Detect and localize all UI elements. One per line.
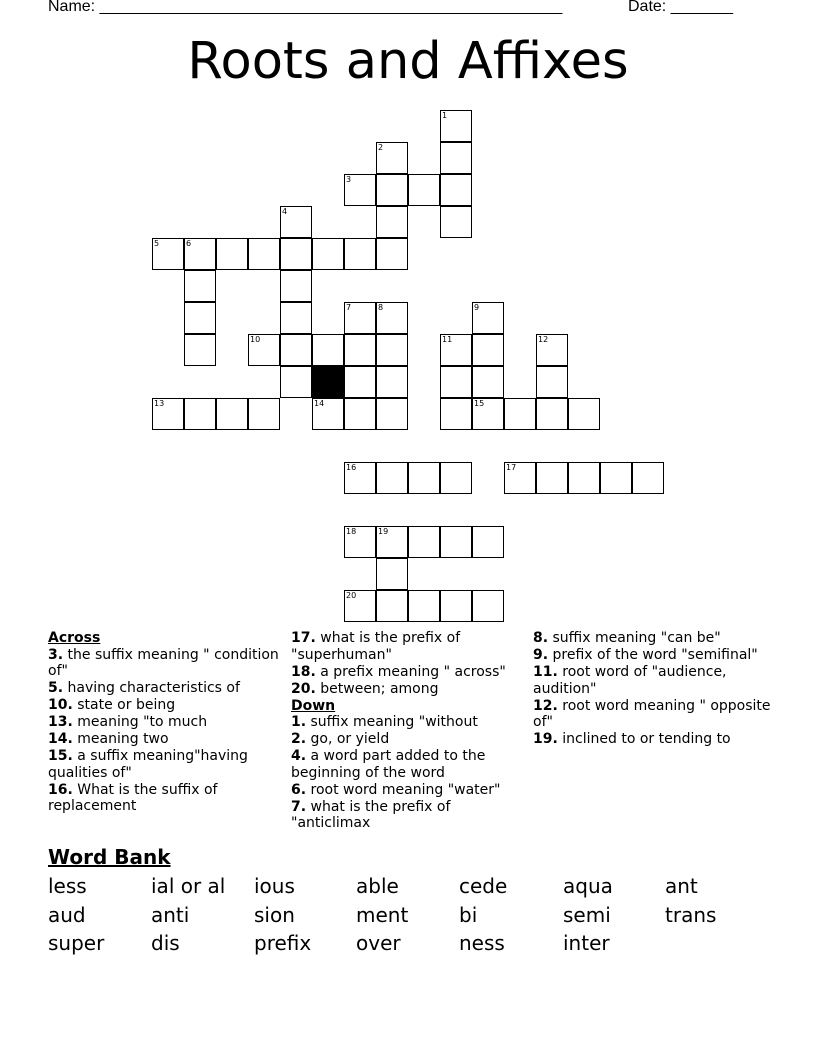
grid-cell[interactable]: [184, 302, 216, 334]
clue-text: inclined to or tending to: [557, 731, 731, 747]
grid-cell[interactable]: [376, 334, 408, 366]
clue-number: 4: [282, 207, 288, 216]
grid-cell[interactable]: [376, 398, 408, 430]
grid-cell[interactable]: [472, 302, 504, 334]
grid-cell[interactable]: [440, 142, 472, 174]
grid-cell[interactable]: [504, 398, 536, 430]
grid-cell[interactable]: [344, 398, 376, 430]
down-clue: [533, 630, 773, 647]
grid-cell[interactable]: [376, 174, 408, 206]
grid-cell[interactable]: [152, 238, 184, 270]
clue-number: 14.: [48, 731, 73, 747]
clue-column-2: [291, 630, 527, 832]
clue-text: state or being: [72, 697, 176, 713]
grid-cell[interactable]: [184, 238, 216, 270]
grid-cell[interactable]: [536, 334, 568, 366]
clue-number: 18.: [291, 663, 316, 680]
clue-number: 3.: [48, 646, 64, 663]
clue-number: 7.: [291, 798, 307, 815]
clue-number: 15: [474, 399, 485, 408]
grid-cell[interactable]: [376, 590, 408, 622]
clue-text: root word meaning "water": [306, 781, 501, 798]
grid-cell[interactable]: [280, 366, 312, 398]
word-bank-item: inter: [563, 931, 610, 955]
name-field-label: Name: ____________________________________________________: [48, 0, 563, 15]
clue-number: 5: [154, 239, 160, 248]
grid-cell[interactable]: [472, 398, 504, 430]
word-bank-item: cede: [459, 874, 508, 898]
grid-cell[interactable]: [376, 302, 408, 334]
grid-cell[interactable]: [280, 302, 312, 334]
grid-cell[interactable]: [440, 110, 472, 142]
grid-cell[interactable]: [184, 270, 216, 302]
grid-cell[interactable]: [344, 238, 376, 270]
clue-text: between; among: [315, 680, 439, 697]
clue-number: 11: [442, 335, 453, 344]
grid-cell[interactable]: [344, 174, 376, 206]
grid-cell[interactable]: [472, 334, 504, 366]
across-clue: [48, 680, 284, 697]
word-bank-item: sion: [254, 903, 295, 927]
clue-number: 6.: [291, 781, 307, 798]
grid-cell[interactable]: [600, 462, 632, 494]
clue-number: 20.: [291, 680, 316, 697]
grid-cell[interactable]: [344, 334, 376, 366]
grid-cell[interactable]: [248, 334, 280, 366]
clue-text: what is the prefix of "anticlimax: [291, 798, 451, 831]
word-bank-item: ment: [356, 903, 409, 927]
grid-cell[interactable]: [440, 590, 472, 622]
grid-cell[interactable]: [376, 558, 408, 590]
grid-cell[interactable]: [344, 590, 376, 622]
clue-number: 15.: [48, 748, 73, 764]
clue-text: a suffix meaning"having qualities of": [48, 748, 248, 781]
word-bank-item: dis: [151, 931, 180, 955]
grid-cell[interactable]: [536, 462, 568, 494]
grid-cell[interactable]: [440, 366, 472, 398]
word-bank-title: Word Bank: [48, 845, 171, 869]
across-clue: [48, 647, 284, 680]
down-clue: [291, 748, 527, 781]
clue-text: root word of "audience, audition": [533, 664, 727, 697]
down-clue: [291, 731, 527, 748]
word-bank-item: over: [356, 931, 401, 955]
clue-number: 17.: [291, 630, 316, 646]
word-bank-item: able: [356, 874, 399, 898]
grid-cell[interactable]: [280, 238, 312, 270]
grid-cell[interactable]: [312, 334, 344, 366]
clue-number: 16.: [48, 781, 73, 798]
clue-number: 10.: [48, 697, 73, 713]
clue-number: 14: [314, 399, 325, 408]
word-bank-item: prefix: [254, 931, 312, 955]
clue-number: 10: [250, 335, 261, 344]
grid-cell[interactable]: [280, 206, 312, 238]
grid-cell[interactable]: [248, 238, 280, 270]
grid-cell[interactable]: [472, 526, 504, 558]
clue-number: 4.: [291, 748, 307, 764]
clue-number: 16: [346, 463, 357, 472]
clue-text: What is the suffix of replacement: [48, 781, 218, 814]
clue-number: 17: [506, 463, 517, 472]
word-bank-item: less: [48, 874, 87, 898]
clue-number: 2.: [291, 731, 307, 747]
grid-cell[interactable]: [280, 334, 312, 366]
clue-text: a prefix meaning " across": [315, 663, 506, 680]
clue-number: 20: [346, 591, 357, 600]
clue-number: 1.: [291, 714, 307, 730]
across-heading: Across: [48, 630, 101, 646]
down-clue: [291, 799, 527, 832]
grid-cell[interactable]: [408, 590, 440, 622]
grid-cell[interactable]: [216, 398, 248, 430]
grid-cell[interactable]: [440, 398, 472, 430]
grid-cell[interactable]: [344, 366, 376, 398]
clue-number: 13.: [48, 714, 73, 730]
grid-cell[interactable]: [408, 526, 440, 558]
grid-cell[interactable]: [536, 398, 568, 430]
down-clue: [291, 714, 527, 731]
clue-text: prefix of the word "semifinal": [548, 647, 758, 663]
word-bank-item: aqua: [563, 874, 613, 898]
across-clue: [48, 697, 284, 714]
clue-number: 1: [442, 111, 448, 120]
grid-cell[interactable]: [568, 462, 600, 494]
across-clue: [48, 714, 284, 731]
grid-cell[interactable]: [376, 142, 408, 174]
across-clue: [291, 630, 527, 663]
clue-text: root word meaning " opposite of": [533, 697, 771, 730]
word-bank-item: trans: [665, 903, 717, 927]
grid-cell[interactable]: [376, 526, 408, 558]
grid-cell[interactable]: [152, 398, 184, 430]
clue-text: go, or yield: [306, 731, 390, 747]
across-clue: [48, 731, 284, 748]
word-bank-item: ious: [254, 874, 295, 898]
clue-text: the suffix meaning " condition of": [48, 646, 279, 679]
clue-text: meaning two: [72, 731, 169, 747]
grid-cell[interactable]: [184, 334, 216, 366]
grid-cell[interactable]: [376, 238, 408, 270]
clue-column-3: [533, 630, 773, 748]
page-title: Roots and Affixes: [187, 32, 629, 91]
word-bank-item: ial or al: [151, 874, 226, 898]
clue-number: 8.: [533, 630, 549, 646]
grid-cell[interactable]: [440, 526, 472, 558]
clue-text: a word part added to the beginning of the word: [291, 748, 486, 781]
clue-number: 2: [378, 143, 384, 152]
clue-text: what is the prefix of "superhuman": [291, 630, 461, 663]
grid-cell[interactable]: [344, 462, 376, 494]
clue-number: 11.: [533, 664, 558, 680]
grid-cell[interactable]: [440, 334, 472, 366]
clue-text: suffix meaning "can be": [548, 630, 721, 646]
clue-number: 12.: [533, 697, 558, 714]
word-bank-item: semi: [563, 903, 611, 927]
grid-cell[interactable]: [568, 398, 600, 430]
clue-text: having characteristics of: [63, 680, 240, 696]
grid-cell[interactable]: [504, 462, 536, 494]
clue-number: 6: [186, 239, 192, 248]
clue-number: 9: [474, 303, 480, 312]
grid-cell[interactable]: [376, 366, 408, 398]
grid-cell[interactable]: [312, 238, 344, 270]
word-bank-item: bi: [459, 903, 478, 927]
clue-number: 5.: [48, 680, 64, 696]
across-clue: [291, 681, 527, 698]
grid-cell[interactable]: [408, 174, 440, 206]
grid-cell[interactable]: [184, 398, 216, 430]
grid-cell[interactable]: [344, 302, 376, 334]
clue-number: 19.: [533, 731, 558, 747]
down-clue: [533, 698, 773, 731]
across-clue: [48, 748, 284, 781]
clue-number: 12: [538, 335, 549, 344]
grid-cell-shaded: [312, 366, 344, 398]
grid-cell[interactable]: [376, 206, 408, 238]
grid-cell[interactable]: [472, 590, 504, 622]
grid-cell[interactable]: [280, 270, 312, 302]
clue-number: 3: [346, 175, 352, 184]
grid-cell[interactable]: [312, 398, 344, 430]
clue-text: suffix meaning "without: [306, 714, 478, 730]
down-clue: [533, 664, 773, 697]
clue-number: 18: [346, 527, 357, 536]
word-bank-item: ness: [459, 931, 505, 955]
grid-cell[interactable]: [472, 366, 504, 398]
clue-number: 9.: [533, 647, 549, 663]
word-bank-item: aud: [48, 903, 86, 927]
date-field-label: Date: _______: [628, 0, 733, 15]
down-heading: Down: [291, 697, 336, 714]
down-clue: [291, 782, 527, 799]
grid-cell[interactable]: [216, 238, 248, 270]
clue-number: 13: [154, 399, 165, 408]
word-bank-item: ant: [665, 874, 698, 898]
grid-cell[interactable]: [440, 174, 472, 206]
grid-cell[interactable]: [248, 398, 280, 430]
grid-cell[interactable]: [440, 206, 472, 238]
clue-column-1: [48, 630, 284, 815]
grid-cell[interactable]: [376, 462, 408, 494]
grid-cell[interactable]: [344, 526, 376, 558]
clue-text: meaning "to much: [72, 714, 208, 730]
clue-number: 19: [378, 527, 389, 536]
across-clue: [291, 664, 527, 681]
down-clue: [533, 647, 773, 664]
word-bank-item: super: [48, 931, 105, 955]
across-clue: [48, 782, 284, 815]
grid-cell[interactable]: [536, 366, 568, 398]
grid-cell[interactable]: [440, 462, 472, 494]
down-clue: [533, 731, 773, 748]
grid-cell[interactable]: [632, 462, 664, 494]
clue-number: 7: [346, 303, 352, 312]
grid-cell[interactable]: [408, 462, 440, 494]
clue-number: 8: [378, 303, 384, 312]
word-bank-item: anti: [151, 903, 190, 927]
